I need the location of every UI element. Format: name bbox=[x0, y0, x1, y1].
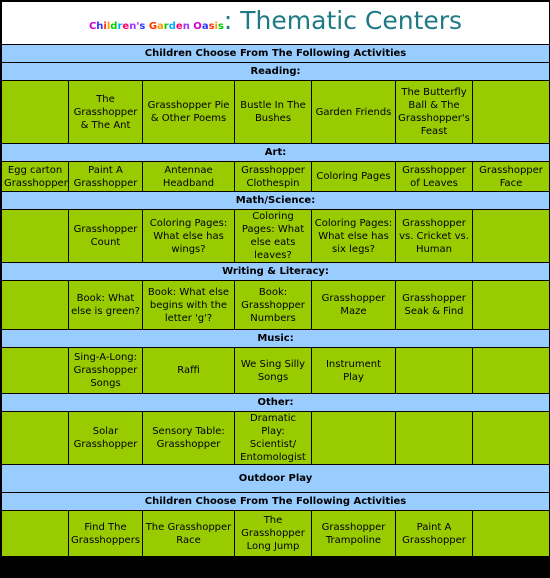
activity-cell: Raffi bbox=[143, 348, 235, 394]
title-letter: i bbox=[103, 20, 107, 32]
activity-cell: Grasshopper Maze bbox=[312, 281, 396, 330]
title-letter: r bbox=[117, 20, 123, 32]
activity-cell: Dramatic Play: Scientist/ Entomologist bbox=[235, 412, 312, 465]
activity-cell bbox=[2, 511, 69, 557]
title-letter: a bbox=[157, 20, 164, 32]
outdoor-play-header: Outdoor Play bbox=[2, 465, 550, 493]
activity-cell: Grasshopper vs. Cricket vs. Human bbox=[396, 210, 473, 263]
activity-cell: Grasshopper of Leaves bbox=[396, 162, 473, 192]
activity-cell: Grasshopper Seak & Find bbox=[396, 281, 473, 330]
activity-cell bbox=[312, 412, 396, 465]
activity-cell bbox=[2, 81, 69, 144]
title-letter: ' bbox=[136, 20, 140, 32]
rainbow-title-text bbox=[89, 21, 224, 32]
activity-cell: Grasshopper Pie & Other Poems bbox=[143, 81, 235, 144]
section-header-reading: Reading: bbox=[2, 63, 550, 81]
activity-cell bbox=[473, 511, 550, 557]
title-letter: l bbox=[106, 20, 111, 32]
activity-cell bbox=[396, 412, 473, 465]
activity-cell: Antennae Headband bbox=[143, 162, 235, 192]
activity-cell: Coloring Pages bbox=[312, 162, 396, 192]
activity-cell: Solar Grasshopper bbox=[69, 412, 143, 465]
section-row-art bbox=[2, 162, 550, 192]
activity-cell bbox=[473, 81, 550, 144]
title-letter: i bbox=[214, 20, 218, 32]
section-row-reading bbox=[2, 81, 550, 144]
activity-cell: Book: What else begins with the letter 'g'? bbox=[143, 281, 235, 330]
title-letter: d bbox=[168, 20, 176, 32]
activity-cell bbox=[473, 281, 550, 330]
activity-cell bbox=[473, 210, 550, 263]
title-letter: d bbox=[110, 20, 118, 32]
section-header-other: Other: bbox=[2, 394, 550, 412]
activity-cell bbox=[473, 348, 550, 394]
activity-cell: Grasshopper Trampoline bbox=[312, 511, 396, 557]
activity-cell: Garden Friends bbox=[312, 81, 396, 144]
activity-cell: The Butterfly Ball & The Grasshopper's Feast bbox=[396, 81, 473, 144]
activity-cell: Coloring Pages: What else has wings? bbox=[143, 210, 235, 263]
section-row-other bbox=[2, 412, 550, 465]
activity-cell: Book: Grasshopper Numbers bbox=[235, 281, 312, 330]
activity-cell: Paint A Grasshopper bbox=[69, 162, 143, 192]
title-subtitle: : Thematic Centers bbox=[223, 5, 463, 35]
activity-cell: Sing-A-Long: Grasshopper Songs bbox=[69, 348, 143, 394]
activity-cell bbox=[2, 210, 69, 263]
activity-cell: Book: What else is green? bbox=[69, 281, 143, 330]
thematic-centers-table bbox=[1, 1, 550, 557]
activity-cell bbox=[2, 281, 69, 330]
activity-cell bbox=[473, 412, 550, 465]
title-letter: s bbox=[217, 20, 224, 32]
choose-activities-header: Children Choose From The Following Activities bbox=[2, 45, 550, 63]
title-letter: s bbox=[139, 20, 146, 32]
activity-cell: Egg carton Grasshopper bbox=[2, 162, 69, 192]
title-letter: O bbox=[193, 20, 202, 32]
title-letter: e bbox=[175, 20, 183, 32]
title-letter: s bbox=[208, 20, 215, 32]
activity-cell: The Grasshopper Long Jump bbox=[235, 511, 312, 557]
activity-cell: Grasshopper Count bbox=[69, 210, 143, 263]
activity-cell: Grasshopper Clothespin bbox=[235, 162, 312, 192]
activity-cell: Grasshopper Face bbox=[473, 162, 550, 192]
activity-cell bbox=[396, 348, 473, 394]
section-header-writing: Writing & Literacy: bbox=[2, 263, 550, 281]
outdoor-activities-row bbox=[2, 511, 550, 557]
section-header-art: Art: bbox=[2, 144, 550, 162]
section-row-math bbox=[2, 210, 550, 263]
activity-cell: Paint A Grasshopper bbox=[396, 511, 473, 557]
activity-cell: Coloring Pages: What else eats leaves? bbox=[235, 210, 312, 263]
section-header-math: Math/Science: bbox=[2, 192, 550, 210]
activity-cell: The Grasshopper & The Ant bbox=[69, 81, 143, 144]
title-letter: a bbox=[201, 20, 209, 32]
activity-cell: The Grasshopper Race bbox=[143, 511, 235, 557]
section-row-music bbox=[2, 348, 550, 394]
activity-cell: Sensory Table: Grasshopper bbox=[143, 412, 235, 465]
title-letter: C bbox=[88, 20, 97, 32]
activity-cell: Instrument Play bbox=[312, 348, 396, 394]
activity-cell: Coloring Pages: What else has six legs? bbox=[312, 210, 396, 263]
activity-cell: Find The Grasshoppers bbox=[69, 511, 143, 557]
activity-cell bbox=[2, 348, 69, 394]
title-letter: n bbox=[182, 20, 190, 32]
title-letter: h bbox=[96, 20, 104, 32]
activity-cell: Bustle In The Bushes bbox=[235, 81, 312, 144]
outdoor-choose-header: Children Choose From The Following Activities bbox=[2, 493, 550, 511]
title-letter: e bbox=[122, 20, 130, 32]
activity-cell: We Sing Silly Songs bbox=[235, 348, 312, 394]
title-letter: n bbox=[129, 20, 137, 32]
activity-cell bbox=[2, 412, 69, 465]
title-letter: r bbox=[163, 20, 169, 32]
section-row-writing bbox=[2, 281, 550, 330]
title-letter: G bbox=[148, 20, 158, 32]
page-title bbox=[2, 2, 550, 45]
section-header-music: Music: bbox=[2, 330, 550, 348]
